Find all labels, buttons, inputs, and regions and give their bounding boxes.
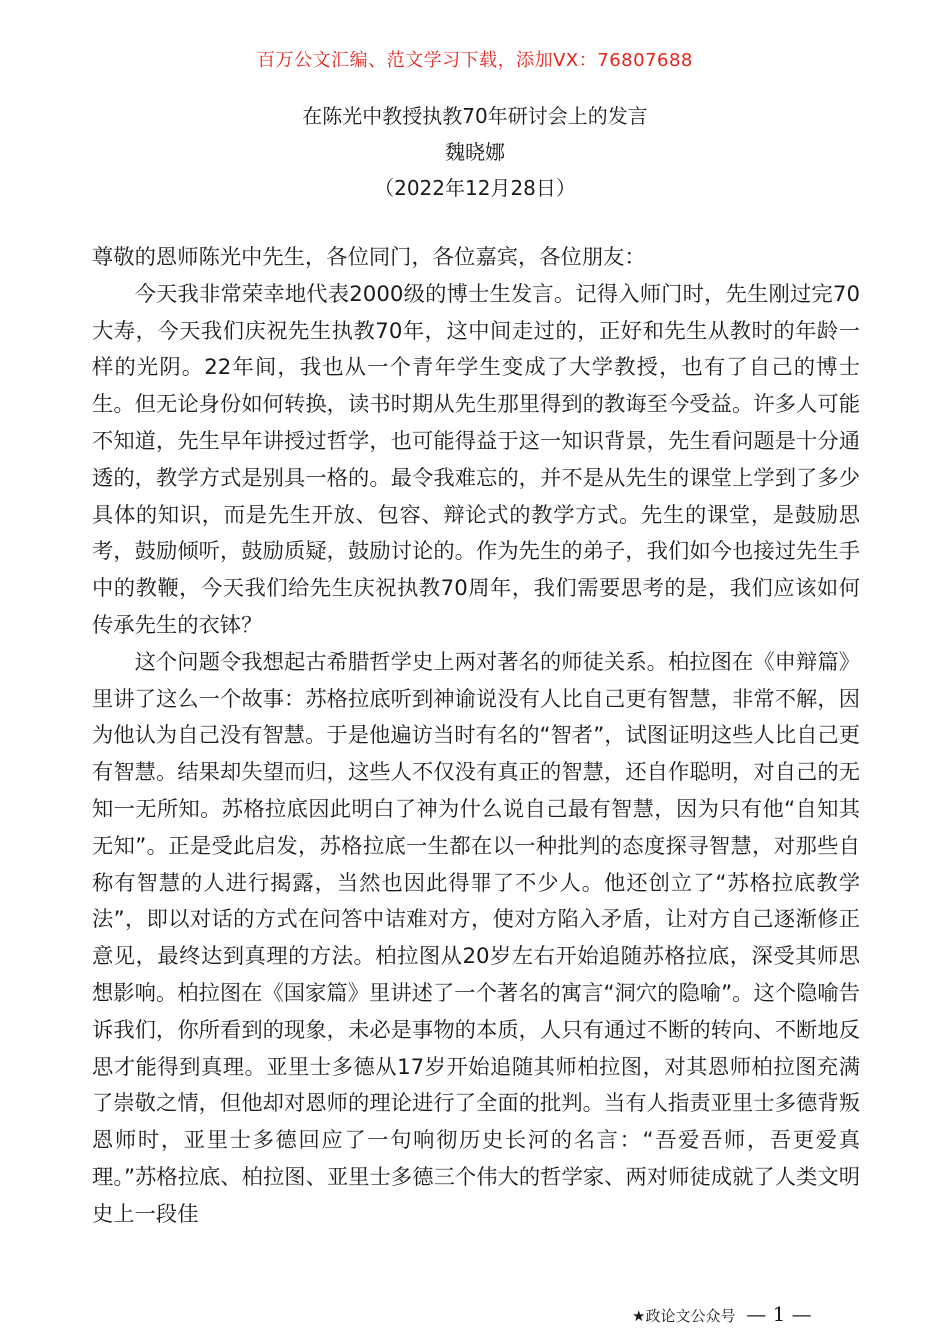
document-title: 在陈光中教授执教70年研讨会上的发言 (302, 104, 648, 128)
salutation: 尊敬的恩师陈光中先生，各位同门，各位嘉宾，各位朋友： (92, 245, 646, 270)
paragraph: 今天我非常荣幸地代表2000级的博士生发言。记得入师门时，先生刚过完70大寿，今天我们庆祝先生执教70年，这中间走过的，正好和先生从教时的年龄一样的光阴。22年间，我也从一个青年学生变成了大学教授，也有了自己的博士生。但无论身份如何转换，读书时期从先生那里得到的教诲至今受益。许多人可能不知道，先生早年讲授过哲学，也可能得益于这一知识背景，先生看问题是十分通透的，教学方式是别具一格的。最令我难忘的，并不是从先生的课堂上学到了多少具体的知识，而是先生开放、包容、辩论式的教学方式。先生的课堂，是鼓励思考，鼓励倾听，鼓励质疑，鼓励讨论的。作为先生的弟子，我们如今也接过先生手中的教鞭，今天我们给先生庆祝执教70周年，我们需要思考的是，我们应该如何传承先生的衣钵？ (92, 281, 860, 638)
footer-label: ★政论文公众号 (632, 1307, 736, 1325)
document-date: （2022年12月28日） (374, 176, 576, 200)
title-block (0, 98, 950, 206)
document-author: 魏晓娜 (445, 140, 505, 164)
document-body (92, 240, 860, 1234)
page-footer (632, 1302, 812, 1326)
watermark-banner: 百万公文汇编、范文学习下载，添加VX：76807688 (257, 50, 693, 71)
page-number: — 1 — (746, 1302, 812, 1326)
paragraph: 这个问题令我想起古希腊哲学史上两对著名的师徒关系。柏拉图在《申辩篇》里讲了这么一个故事：苏格拉底听到神谕说没有人比自己更有智慧，非常不解，因为他认为自己没有智慧。于是他遍访当时有名的“智者”，试图证明这些人比自己更有智慧。结果却失望而归，这些人不仅没有真正的智慧，还自作聪明，对自己的无知一无所知。苏格拉底因此明白了神为什么说自己最有智慧，因为只有他“自知其无知”。正是受此启发，苏格拉底一生都在以一种批判的态度探寻智慧，对那些自称有智慧的人进行揭露，当然也因此得罪了不少人。他还创立了“苏格拉底教学法”，即以对话的方式在问答中诘难对方，使对方陷入矛盾，让对方自己逐渐修正意见，最终达到真理的方法。柏拉图从20岁左右开始追随苏格拉底，深受其师思想影响。柏拉图在《国家篇》里讲述了一个著名的寓言“洞穴的隐喻”。这个隐喻告诉我们，你所看到的现象，未必是事物的本质，人只有通过不断的转向、不断地反思才能得到真理。亚里士多德从17岁开始追随其师柏拉图，对其恩师柏拉图充满了崇敬之情，但他却对恩师的理论进行了全面的批判。当有人指责亚里士多德背叛恩师时，亚里士多德回应了一句响彻历史长河的名言：“吾爱吾师，吾更爱真理。”苏格拉底、柏拉图、亚里士多德三个伟大的哲学家、两对师徒成就了人类文明史上一段佳 (92, 649, 860, 1227)
